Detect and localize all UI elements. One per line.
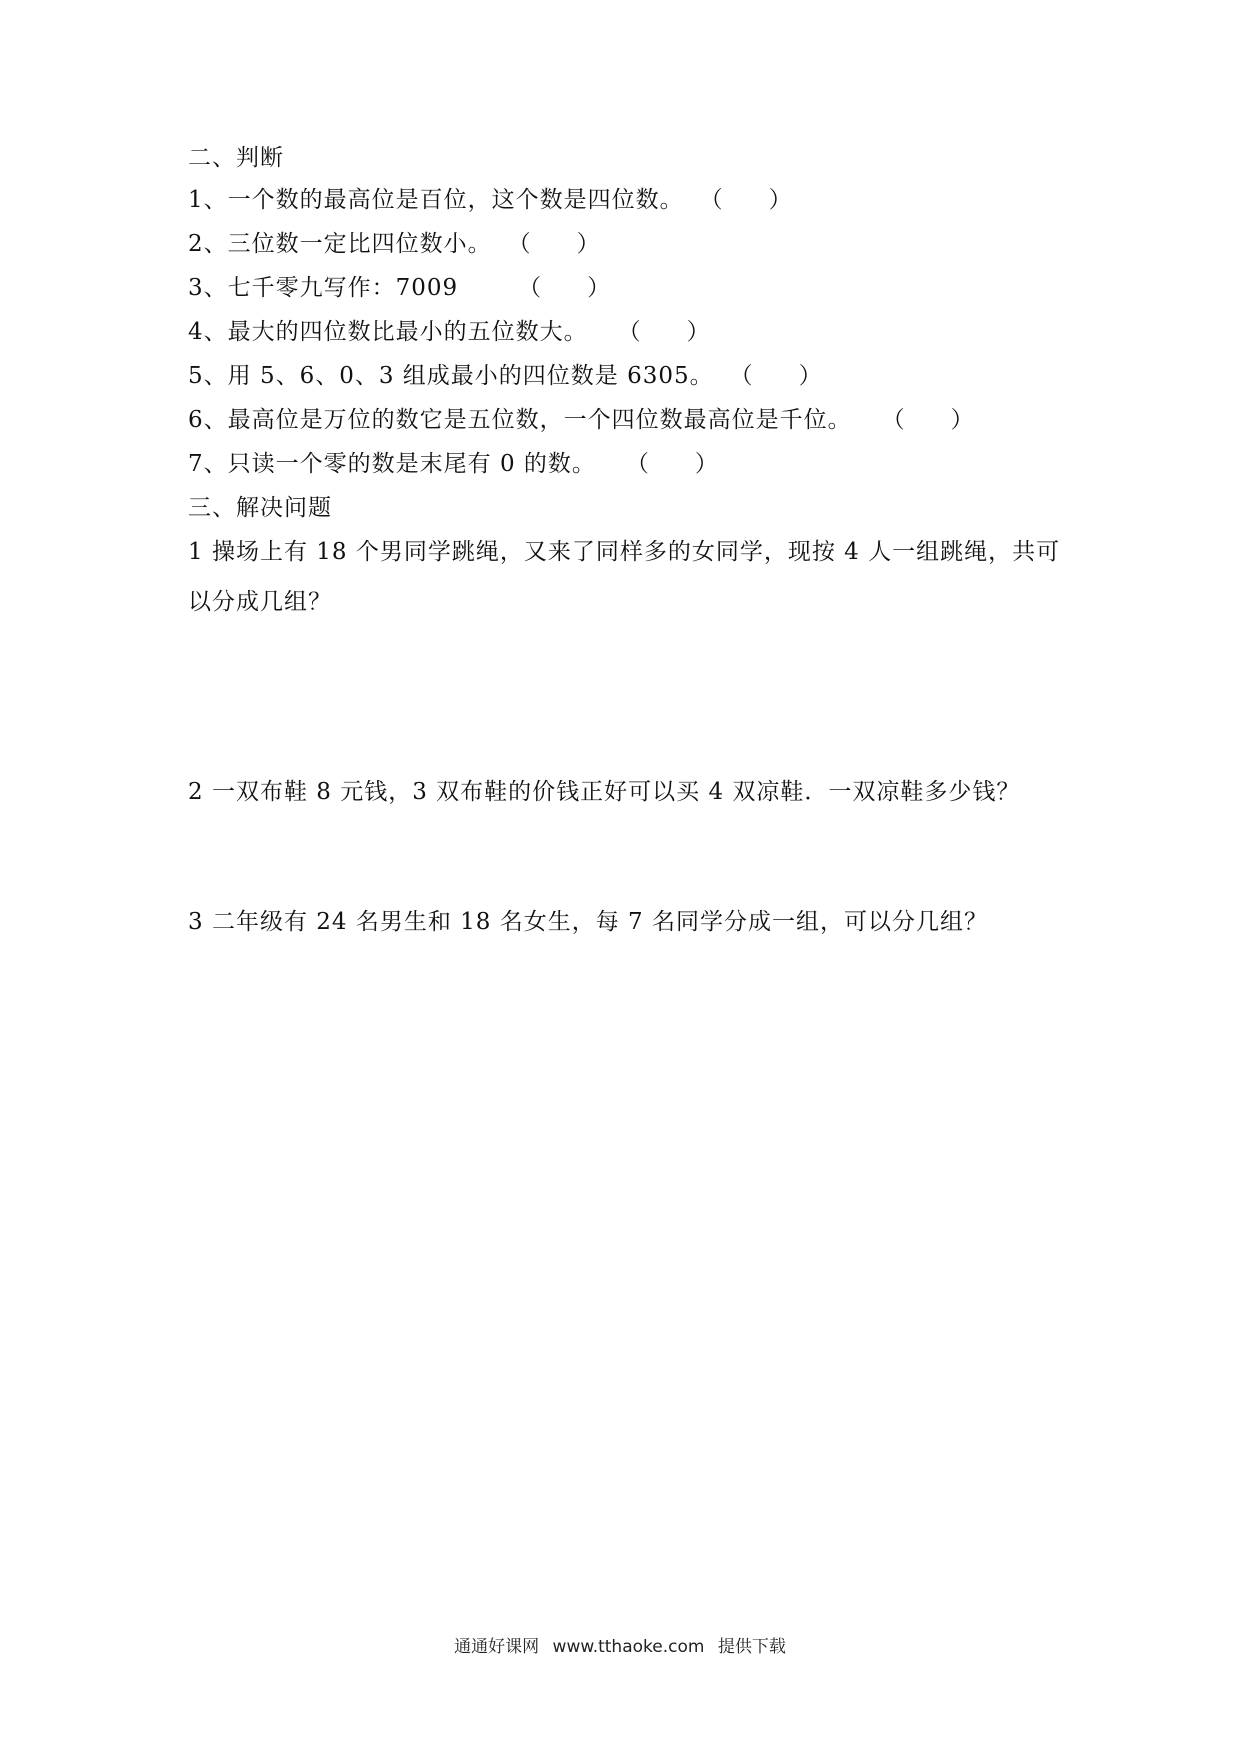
judgement-item-5 bbox=[188, 361, 822, 391]
answer-blank[interactable]: （ ） bbox=[617, 319, 710, 345]
footer-suffix: 提供下载 bbox=[717, 1637, 786, 1657]
judgement-item-3 bbox=[188, 273, 610, 303]
judgement-item-text: 4、最大的四位数比最小的五位数大。 bbox=[188, 319, 588, 345]
judgement-item-6 bbox=[188, 405, 974, 435]
footer-url[interactable]: www.tthaoke.com bbox=[552, 1637, 705, 1657]
judgement-item-text: 6、最高位是万位的数它是五位数，一个四位数最高位是千位。 bbox=[188, 407, 852, 433]
answer-blank[interactable]: （ ） bbox=[518, 275, 611, 301]
section-3-title: 三、解决问题 bbox=[188, 495, 332, 521]
answer-blank[interactable]: （ ） bbox=[881, 407, 974, 433]
page-footer bbox=[0, 1632, 1240, 1657]
footer-site-name: 通通好课网 bbox=[454, 1637, 540, 1657]
judgement-item-text: 2、三位数一定比四位数小。 bbox=[188, 231, 492, 257]
judgement-item-4 bbox=[188, 317, 710, 347]
section-2-title: 二、判断 bbox=[188, 145, 284, 171]
judgement-item-text: 5、用 5、6、0、3 组成最小的四位数是 6305。 bbox=[188, 363, 714, 389]
answer-blank[interactable]: （ ） bbox=[507, 231, 600, 257]
word-problem-1: 1 操场上有 18 个男同学跳绳，又来了同样多的女同学，现按 4 人一组跳绳，共可以分成几组？ bbox=[188, 539, 1061, 615]
judgement-item-7 bbox=[188, 449, 718, 479]
answer-blank[interactable]: （ ） bbox=[699, 187, 792, 213]
judgement-item-text: 7、只读一个零的数是末尾有 0 的数。 bbox=[188, 451, 596, 477]
word-problem-3: 3 二年级有 24 名男生和 18 名女生，每 7 名同学分成一组，可以分几组？ bbox=[188, 909, 988, 935]
judgement-item-text: 3、七千零九写作：7009 bbox=[188, 275, 459, 301]
judgement-item-1 bbox=[188, 185, 792, 215]
word-problem-2: 2 一双布鞋 8 元钱，3 双布鞋的价钱正好可以买 4 双凉鞋．一双凉鞋多少钱？ bbox=[188, 779, 1021, 805]
judgement-item-text: 1、一个数的最高位是百位，这个数是四位数。 bbox=[188, 187, 684, 213]
answer-blank[interactable]: （ ） bbox=[625, 451, 718, 477]
judgement-item-2 bbox=[188, 229, 600, 259]
answer-blank[interactable]: （ ） bbox=[729, 363, 822, 389]
